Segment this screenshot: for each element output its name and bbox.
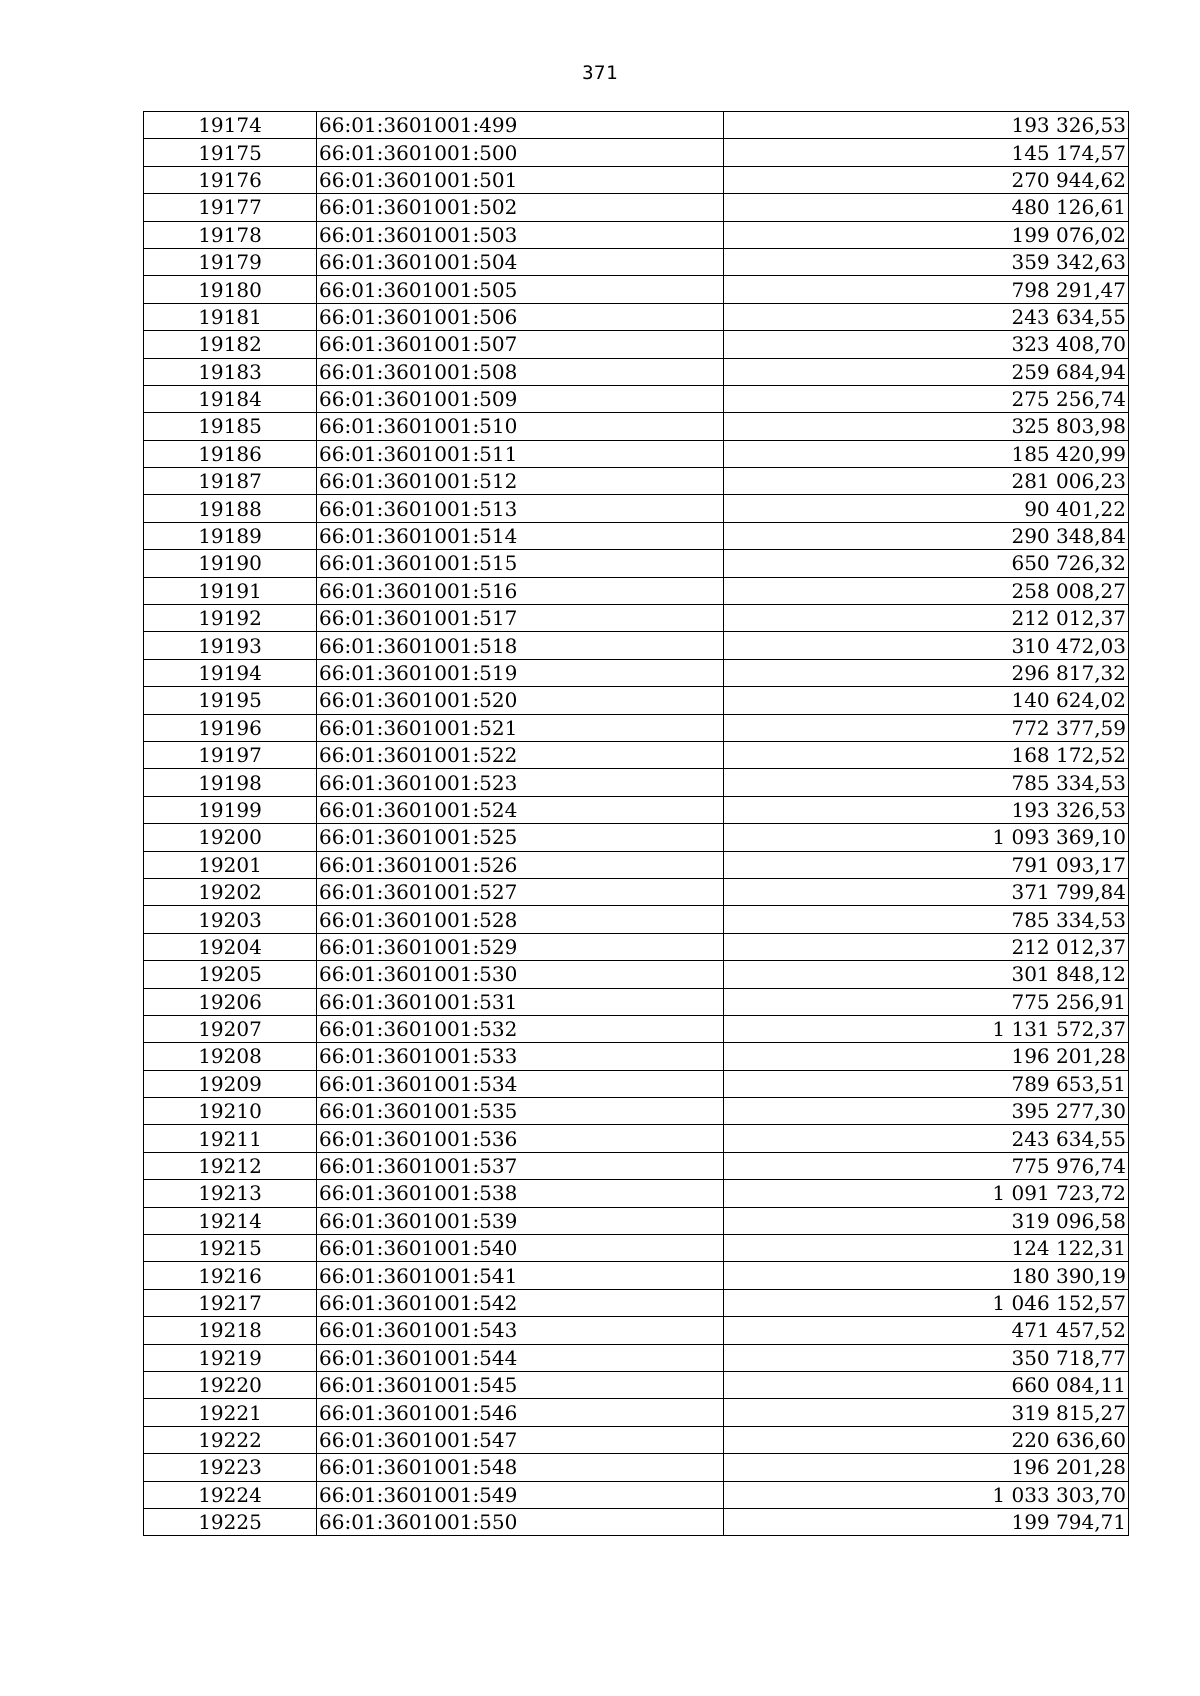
table-row: [144, 741, 1129, 768]
table-row: [144, 358, 1129, 385]
row-number-cell: 19216: [144, 1262, 317, 1289]
row-number-cell: 19181: [144, 303, 317, 330]
table-row: [144, 1015, 1129, 1042]
amount-cell: 180 390,19: [724, 1262, 1129, 1289]
cadastral-number-cell: 66:01:3601001:500: [317, 139, 724, 166]
row-number-cell: 19174: [144, 112, 317, 139]
row-number-cell: 19207: [144, 1015, 317, 1042]
table-row: [144, 1426, 1129, 1453]
table-row: [144, 166, 1129, 193]
amount-cell: 789 653,51: [724, 1070, 1129, 1097]
amount-cell: 319 096,58: [724, 1207, 1129, 1234]
table-row: [144, 413, 1129, 440]
row-number-cell: 19202: [144, 878, 317, 905]
amount-cell: 775 976,74: [724, 1152, 1129, 1179]
row-number-cell: 19187: [144, 468, 317, 495]
row-number-cell: 19188: [144, 495, 317, 522]
amount-cell: 243 634,55: [724, 303, 1129, 330]
amount-cell: 199 794,71: [724, 1508, 1129, 1535]
row-number-cell: 19212: [144, 1152, 317, 1179]
row-number-cell: 19197: [144, 741, 317, 768]
row-number-cell: 19223: [144, 1454, 317, 1481]
table-row: [144, 139, 1129, 166]
table-row: [144, 577, 1129, 604]
row-number-cell: 19220: [144, 1371, 317, 1398]
amount-cell: 772 377,59: [724, 714, 1129, 741]
table-row: [144, 933, 1129, 960]
amount-cell: 168 172,52: [724, 741, 1129, 768]
row-number-cell: 19213: [144, 1180, 317, 1207]
amount-cell: 193 326,53: [724, 112, 1129, 139]
cadastral-number-cell: 66:01:3601001:516: [317, 577, 724, 604]
row-number-cell: 19225: [144, 1508, 317, 1535]
row-number-cell: 19224: [144, 1481, 317, 1508]
row-number-cell: 19204: [144, 933, 317, 960]
cadastral-number-cell: 66:01:3601001:526: [317, 851, 724, 878]
row-number-cell: 19195: [144, 687, 317, 714]
cadastral-number-cell: 66:01:3601001:512: [317, 468, 724, 495]
cadastral-number-cell: 66:01:3601001:528: [317, 906, 724, 933]
cadastral-number-cell: 66:01:3601001:550: [317, 1508, 724, 1535]
row-number-cell: 19183: [144, 358, 317, 385]
page-number: 371: [582, 62, 618, 84]
amount-cell: 185 420,99: [724, 440, 1129, 467]
table-row: [144, 714, 1129, 741]
amount-cell: 90 401,22: [724, 495, 1129, 522]
cadastral-number-cell: 66:01:3601001:522: [317, 741, 724, 768]
row-number-cell: 19218: [144, 1317, 317, 1344]
table-row: [144, 550, 1129, 577]
table-row: [144, 221, 1129, 248]
row-number-cell: 19190: [144, 550, 317, 577]
row-number-cell: 19217: [144, 1289, 317, 1316]
amount-cell: 140 624,02: [724, 687, 1129, 714]
cadastral-number-cell: 66:01:3601001:540: [317, 1235, 724, 1262]
row-number-cell: 19191: [144, 577, 317, 604]
table-row: [144, 1399, 1129, 1426]
row-number-cell: 19211: [144, 1125, 317, 1152]
cadastral-number-cell: 66:01:3601001:541: [317, 1262, 724, 1289]
amount-cell: 319 815,27: [724, 1399, 1129, 1426]
table-row: [144, 1481, 1129, 1508]
cadastral-number-cell: 66:01:3601001:509: [317, 385, 724, 412]
row-number-cell: 19180: [144, 276, 317, 303]
amount-cell: 296 817,32: [724, 659, 1129, 686]
cadastral-number-cell: 66:01:3601001:536: [317, 1125, 724, 1152]
cadastral-number-cell: 66:01:3601001:533: [317, 1043, 724, 1070]
table-row: [144, 1262, 1129, 1289]
amount-cell: 243 634,55: [724, 1125, 1129, 1152]
cadastral-number-cell: 66:01:3601001:499: [317, 112, 724, 139]
cadastral-number-cell: 66:01:3601001:507: [317, 331, 724, 358]
cadastral-number-cell: 66:01:3601001:524: [317, 796, 724, 823]
amount-cell: 199 076,02: [724, 221, 1129, 248]
cadastral-number-cell: 66:01:3601001:514: [317, 522, 724, 549]
row-number-cell: 19209: [144, 1070, 317, 1097]
row-number-cell: 19200: [144, 824, 317, 851]
amount-cell: 359 342,63: [724, 248, 1129, 275]
cadastral-number-cell: 66:01:3601001:547: [317, 1426, 724, 1453]
cadastral-number-cell: 66:01:3601001:549: [317, 1481, 724, 1508]
table-row: [144, 468, 1129, 495]
table-row: [144, 440, 1129, 467]
row-number-cell: 19203: [144, 906, 317, 933]
cadastral-number-cell: 66:01:3601001:530: [317, 961, 724, 988]
row-number-cell: 19189: [144, 522, 317, 549]
table-row: [144, 1508, 1129, 1535]
amount-cell: 480 126,61: [724, 194, 1129, 221]
table-row: [144, 522, 1129, 549]
table-row: [144, 632, 1129, 659]
row-number-cell: 19208: [144, 1043, 317, 1070]
row-number-cell: 19192: [144, 605, 317, 632]
cadastral-number-cell: 66:01:3601001:527: [317, 878, 724, 905]
table-row: [144, 303, 1129, 330]
table-row: [144, 194, 1129, 221]
cadastral-number-cell: 66:01:3601001:544: [317, 1344, 724, 1371]
cadastral-number-cell: 66:01:3601001:538: [317, 1180, 724, 1207]
cadastral-number-cell: 66:01:3601001:520: [317, 687, 724, 714]
row-number-cell: 19194: [144, 659, 317, 686]
cadastral-number-cell: 66:01:3601001:515: [317, 550, 724, 577]
table-row: [144, 1207, 1129, 1234]
amount-cell: 220 636,60: [724, 1426, 1129, 1453]
cadastral-value-table: [143, 111, 1129, 1536]
table-row: [144, 769, 1129, 796]
table-row: [144, 385, 1129, 412]
table-row: [144, 1125, 1129, 1152]
cadastral-number-cell: 66:01:3601001:543: [317, 1317, 724, 1344]
row-number-cell: 19178: [144, 221, 317, 248]
table-row: [144, 1289, 1129, 1316]
cadastral-number-cell: 66:01:3601001:519: [317, 659, 724, 686]
amount-cell: 775 256,91: [724, 988, 1129, 1015]
amount-cell: 1 093 369,10: [724, 824, 1129, 851]
amount-cell: 1 131 572,37: [724, 1015, 1129, 1042]
table-row: [144, 906, 1129, 933]
table-row: [144, 878, 1129, 905]
row-number-cell: 19177: [144, 194, 317, 221]
row-number-cell: 19193: [144, 632, 317, 659]
table-row: [144, 824, 1129, 851]
amount-cell: 193 326,53: [724, 796, 1129, 823]
table-row: [144, 1070, 1129, 1097]
cadastral-number-cell: 66:01:3601001:545: [317, 1371, 724, 1398]
amount-cell: 1 046 152,57: [724, 1289, 1129, 1316]
table-row: [144, 1317, 1129, 1344]
amount-cell: 259 684,94: [724, 358, 1129, 385]
table-row: [144, 961, 1129, 988]
amount-cell: 791 093,17: [724, 851, 1129, 878]
cadastral-number-cell: 66:01:3601001:534: [317, 1070, 724, 1097]
amount-cell: 650 726,32: [724, 550, 1129, 577]
table-row: [144, 659, 1129, 686]
cadastral-number-cell: 66:01:3601001:521: [317, 714, 724, 741]
table-body: [144, 112, 1129, 1536]
cadastral-number-cell: 66:01:3601001:505: [317, 276, 724, 303]
row-number-cell: 19175: [144, 139, 317, 166]
cadastral-number-cell: 66:01:3601001:501: [317, 166, 724, 193]
cadastral-number-cell: 66:01:3601001:525: [317, 824, 724, 851]
amount-cell: 212 012,37: [724, 933, 1129, 960]
row-number-cell: 19221: [144, 1399, 317, 1426]
cadastral-number-cell: 66:01:3601001:502: [317, 194, 724, 221]
amount-cell: 258 008,27: [724, 577, 1129, 604]
amount-cell: 196 201,28: [724, 1454, 1129, 1481]
table-row: [144, 796, 1129, 823]
row-number-cell: 19186: [144, 440, 317, 467]
cadastral-number-cell: 66:01:3601001:517: [317, 605, 724, 632]
amount-cell: 798 291,47: [724, 276, 1129, 303]
table-row: [144, 112, 1129, 139]
table-row: [144, 851, 1129, 878]
row-number-cell: 19176: [144, 166, 317, 193]
cadastral-number-cell: 66:01:3601001:546: [317, 1399, 724, 1426]
table-row: [144, 605, 1129, 632]
amount-cell: 270 944,62: [724, 166, 1129, 193]
amount-cell: 660 084,11: [724, 1371, 1129, 1398]
cadastral-number-cell: 66:01:3601001:504: [317, 248, 724, 275]
cadastral-number-cell: 66:01:3601001:548: [317, 1454, 724, 1481]
table-row: [144, 1180, 1129, 1207]
cadastral-number-cell: 66:01:3601001:539: [317, 1207, 724, 1234]
table-row: [144, 276, 1129, 303]
row-number-cell: 19219: [144, 1344, 317, 1371]
cadastral-number-cell: 66:01:3601001:510: [317, 413, 724, 440]
row-number-cell: 19199: [144, 796, 317, 823]
amount-cell: 212 012,37: [724, 605, 1129, 632]
cadastral-number-cell: 66:01:3601001:513: [317, 495, 724, 522]
amount-cell: 785 334,53: [724, 769, 1129, 796]
row-number-cell: 19184: [144, 385, 317, 412]
cadastral-number-cell: 66:01:3601001:503: [317, 221, 724, 248]
table-row: [144, 1454, 1129, 1481]
row-number-cell: 19201: [144, 851, 317, 878]
table-row: [144, 1152, 1129, 1179]
row-number-cell: 19182: [144, 331, 317, 358]
table-row: [144, 331, 1129, 358]
cadastral-number-cell: 66:01:3601001:532: [317, 1015, 724, 1042]
row-number-cell: 19210: [144, 1098, 317, 1125]
amount-cell: 1 091 723,72: [724, 1180, 1129, 1207]
row-number-cell: 19196: [144, 714, 317, 741]
row-number-cell: 19198: [144, 769, 317, 796]
amount-cell: 785 334,53: [724, 906, 1129, 933]
cadastral-number-cell: 66:01:3601001:531: [317, 988, 724, 1015]
amount-cell: 350 718,77: [724, 1344, 1129, 1371]
cadastral-number-cell: 66:01:3601001:523: [317, 769, 724, 796]
amount-cell: 395 277,30: [724, 1098, 1129, 1125]
table-row: [144, 988, 1129, 1015]
row-number-cell: 19222: [144, 1426, 317, 1453]
cadastral-number-cell: 66:01:3601001:518: [317, 632, 724, 659]
amount-cell: 145 174,57: [724, 139, 1129, 166]
amount-cell: 281 006,23: [724, 468, 1129, 495]
amount-cell: 1 033 303,70: [724, 1481, 1129, 1508]
cadastral-number-cell: 66:01:3601001:535: [317, 1098, 724, 1125]
table-row: [144, 1098, 1129, 1125]
amount-cell: 275 256,74: [724, 385, 1129, 412]
amount-cell: 471 457,52: [724, 1317, 1129, 1344]
cadastral-number-cell: 66:01:3601001:537: [317, 1152, 724, 1179]
amount-cell: 310 472,03: [724, 632, 1129, 659]
amount-cell: 371 799,84: [724, 878, 1129, 905]
table-row: [144, 1371, 1129, 1398]
table-row: [144, 495, 1129, 522]
cadastral-number-cell: 66:01:3601001:508: [317, 358, 724, 385]
table-row: [144, 1344, 1129, 1371]
row-number-cell: 19185: [144, 413, 317, 440]
row-number-cell: 19205: [144, 961, 317, 988]
table-row: [144, 687, 1129, 714]
table-row: [144, 1235, 1129, 1262]
amount-cell: 196 201,28: [724, 1043, 1129, 1070]
table-row: [144, 1043, 1129, 1070]
row-number-cell: 19179: [144, 248, 317, 275]
amount-cell: 301 848,12: [724, 961, 1129, 988]
cadastral-number-cell: 66:01:3601001:511: [317, 440, 724, 467]
amount-cell: 290 348,84: [724, 522, 1129, 549]
amount-cell: 323 408,70: [724, 331, 1129, 358]
cadastral-number-cell: 66:01:3601001:542: [317, 1289, 724, 1316]
row-number-cell: 19215: [144, 1235, 317, 1262]
cadastral-number-cell: 66:01:3601001:529: [317, 933, 724, 960]
cadastral-number-cell: 66:01:3601001:506: [317, 303, 724, 330]
amount-cell: 325 803,98: [724, 413, 1129, 440]
row-number-cell: 19206: [144, 988, 317, 1015]
table-row: [144, 248, 1129, 275]
row-number-cell: 19214: [144, 1207, 317, 1234]
amount-cell: 124 122,31: [724, 1235, 1129, 1262]
